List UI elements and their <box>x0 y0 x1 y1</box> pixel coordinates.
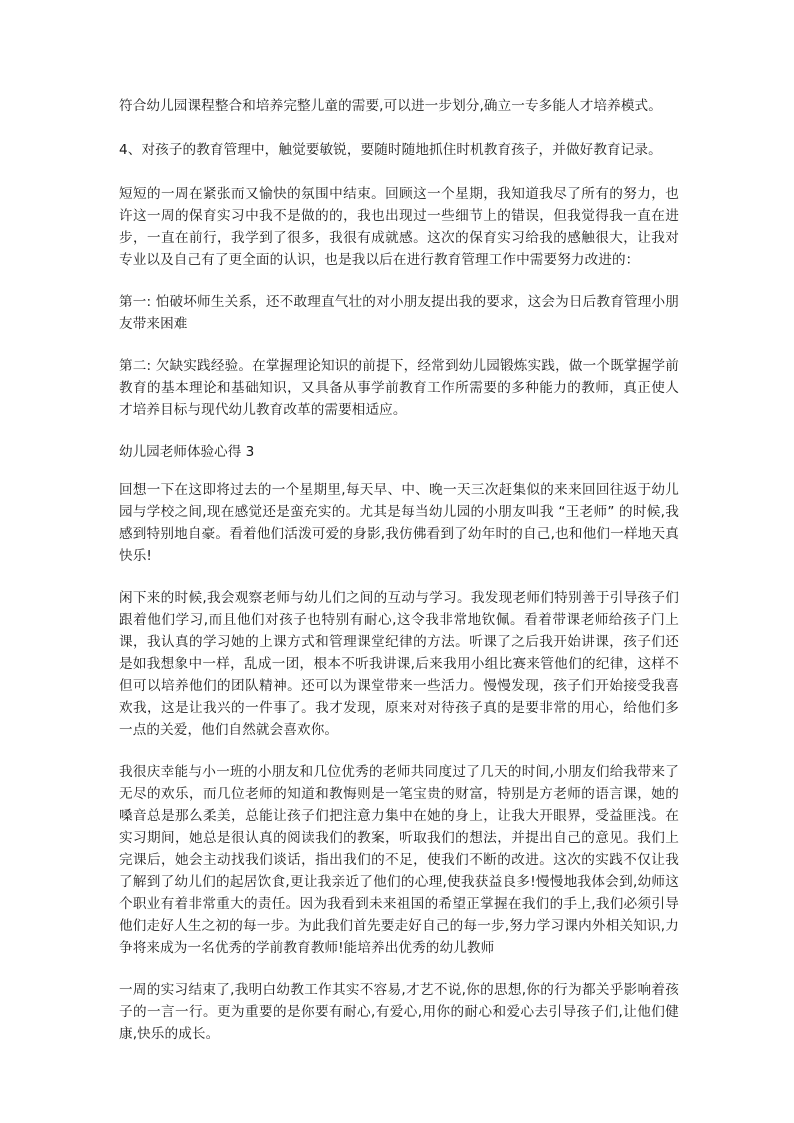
paragraph-reflection-2: 闲下来的时候,我会观察老师与幼儿们之间的互动与学习。我发现老师们特别善于引导孩子们跟着他们学习,而且他们对孩子也特别有耐心,这令我非常地钦佩。看着带课老师给孩子门上课，我认真的学习她的上课方式和管理课堂纪律的方法。听课了之后我开始讲课，孩子们还是如我想象中一样，乱成一团，根本不听我讲课,后来我用小组比赛来管他们的纪律，这样不但可以培养他们的团队精神。还可以为课堂带来一些活力。慢慢发现，孩子们开始接受我喜欢我，这是让我兴的一件事了。我才发现，原来对对待孩子真的是要非常的用心，给他们多一点的关爱，他们自然就会喜欢你。 <box>119 590 679 738</box>
section-heading: 幼儿园老师体验心得 3 <box>119 444 255 460</box>
paragraph-reflection-3: 我很庆幸能与小一班的小朋友和几位优秀的老师共同度过了几天的时间,小朋友们给我带来了无尽的欢乐，而几位老师的知道和教悔则是一笔宝贵的财富，特别是方老师的语言课，她的嗓音总是那么柔美，总能让孩子们把注意力集中在她的身上，让我大开眼界，受益匪浅。在实习期间，她总是很认真的阅读我们的教案，听取我们的想法，并提出自己的意见。我们上完课后，她会主动找我们谈话，指出我们的不足，使我们不断的改进。这次的实践不仅让我了解到了幼儿们的起居饮食,更让我亲近了他们的心理,使我获益良多!慢慢地我体会到,幼师这个职业有着非常重大的责任。因为我看到未来祖国的希望正掌握在我们的手上,我们必须引导他们走好人生之初的每一步。为此我们首先要走好自己的每一步,努力学习课内外相关知识,力争将来成为一名优秀的学前教育教师!能培养出优秀的幼儿教师 <box>119 764 679 956</box>
paragraph-first-shortcoming: 第一: 怕破坏师生关系，还不敢理直气壮的对小朋友提出我的要求，这会为日后教育管理小朋友带来困难 <box>119 294 679 332</box>
paragraph-intro-continuation: 符合幼儿园课程整合和培养完整儿童的需要,可以进一步划分,确立一专多能人才培养模式。 <box>119 98 662 114</box>
paragraph-second-shortcoming: 第二: 欠缺实践经验。在掌握理论知识的前提下，经常到幼儿园锻炼实践，做一个既掌握学前教育的基本理论和基础知识，又具备从事学前教育工作所需要的多种能力的教师，真正使人才培养目标与现代幼儿教育改革的需要相适应。 <box>119 358 679 418</box>
paragraph-reflection-1: 回想一下在这即将过去的一个星期里,每天早、中、晚一天三次赶集似的来来回回往返于幼儿园与学校之间,现在感觉还是蛮充实的。尤其是每当幼儿园的小朋友叫我 “王老师” 的时候,我感到特别地自豪。看着他们活泼可爱的身影,我仿佛看到了幼年时的自己,也和他们一样地天真快乐! <box>119 482 679 564</box>
paragraph-conclusion: 一周的实习结束了,我明白幼教工作其实不容易,才艺不说,你的思想,你的行为都关乎影响着孩子的一言一行。更为重要的是你要有耐心,有爱心,用你的耐心和爱心去引导孩子们,让他们健康,快乐的成长。 <box>119 982 679 1042</box>
document-page <box>119 95 679 1045</box>
paragraph-week-summary: 短短的一周在紧张而又愉快的氛围中结束。回顾这一个星期，我知道我尽了所有的努力，也许这一周的保育实习中我不是做的的，我也出现过一些细节上的错误，但我觉得我一直在进步，一直在前行，我学到了很多，我很有成就感。这次的保育实习给我的感触很大，让我对专业以及自己有了更全面的认识，也是我以后在进行教育管理工作中需要努力改进的： <box>119 186 679 268</box>
paragraph-point-4: 4、对孩子的教育管理中，触觉要敏锐，要随时随地抓住时机教育孩子，并做好教育记录。 <box>119 142 662 158</box>
